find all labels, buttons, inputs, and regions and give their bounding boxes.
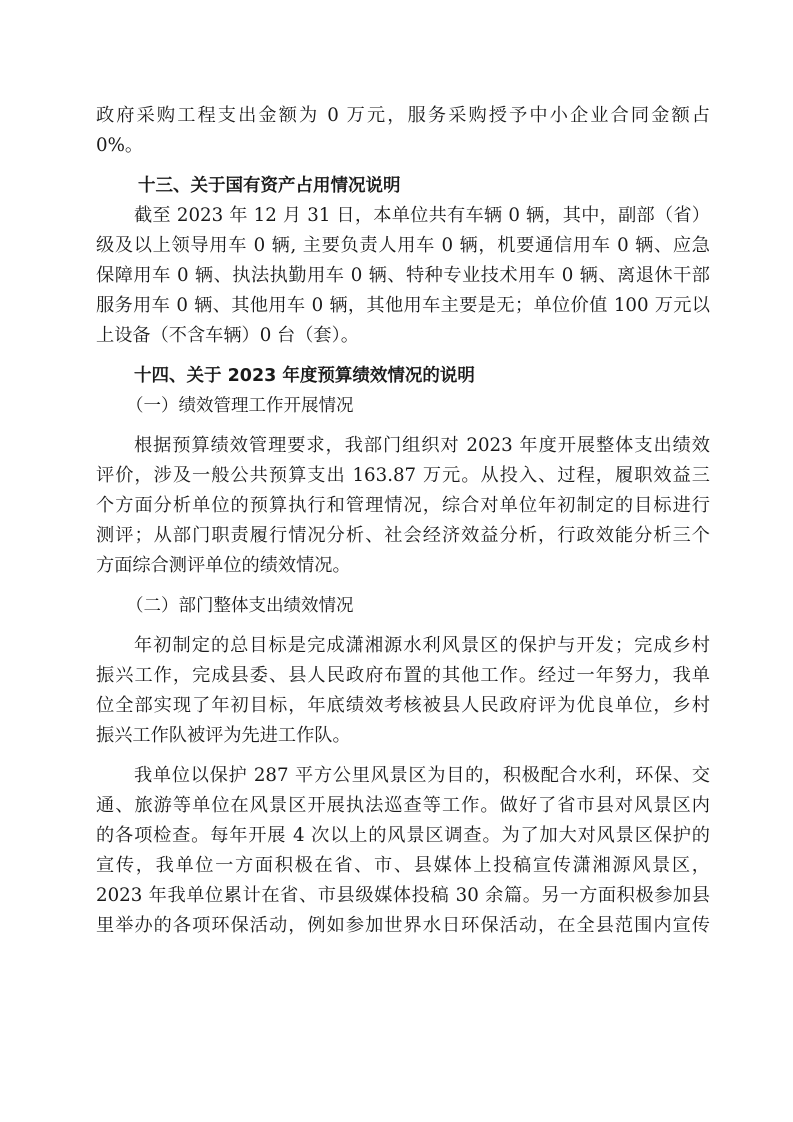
section-heading-13: 十三、关于国有资产占用情况说明 (138, 176, 401, 196)
paragraph-line: 测评；从部门职责履行情况分析、社会经济效益分析，行政效能分析三个 (96, 525, 710, 546)
paragraph-line: 的各项检查。每年开展 4 次以上的风景区调查。为了加大对风景区保护的 (96, 825, 710, 846)
paragraph-line: 振兴工作，完成县委、县人民政府布置的其他工作。经过一年努力，我单 (96, 665, 710, 686)
section-heading-14: 十四、关于 2023 年度预算绩效情况的说明 (134, 366, 475, 386)
paragraph-line: 上设备（不含车辆）0 台（套）。 (96, 325, 359, 346)
paragraph-line: 位全部实现了年初目标，年底绩效考核被县人民政府评为优良单位，乡村 (96, 695, 710, 716)
paragraph-line: 政府采购工程支出金额为 0 万元，服务采购授予中小企业合同金额占 (96, 105, 710, 126)
paragraph-line: 服务用车 0 辆、其他用车 0 辆，其他用车主要是无；单位价值 100 万元以 (96, 295, 710, 316)
paragraph-line: 振兴工作队被评为先进工作队。 (96, 725, 351, 746)
paragraph-line: 个方面分析单位的预算执行和管理情况，综合对单位年初制定的目标进行 (96, 495, 710, 516)
paragraph-line: 0%。 (96, 135, 144, 156)
paragraph-line: 年初制定的总目标是完成潇湘源水利风景区的保护与开发；完成乡村 (134, 635, 710, 656)
paragraph-line: 评价，涉及一般公共预算支出 163.87 万元。从投入、过程，履职效益三 (96, 465, 710, 486)
subsection-heading-2: （二）部门整体支出绩效情况 (126, 596, 354, 616)
paragraph-line: 根据预算绩效管理要求，我部门组织对 2023 年度开展整体支出绩效 (134, 435, 710, 456)
document-page (96, 101, 710, 941)
paragraph-line: 通、旅游等单位在风景区开展执法巡查等工作。做好了省市县对风景区内 (96, 795, 710, 816)
paragraph-line: 我单位以保护 287 平方公里风景区为目的，积极配合水利，环保、交 (134, 765, 710, 786)
paragraph-line: 保障用车 0 辆、执法执勤用车 0 辆、特种专业技术用车 0 辆、离退休干部 (96, 265, 710, 286)
subsection-heading-1: （一）绩效管理工作开展情况 (126, 396, 354, 416)
paragraph-line: 2023 年我单位累计在省、市县级媒体投稿 30 余篇。另一方面积极参加县 (96, 885, 710, 906)
paragraph-line: 截至 2023 年 12 月 31 日，本单位共有车辆 0 辆，其中，副部（省） (134, 205, 710, 226)
paragraph-line: 里举办的各项环保活动，例如参加世界水日环保活动，在全县范围内宣传 (96, 915, 710, 936)
paragraph-line: 级及以上领导用车 0 辆, 主要负责人用车 0 辆，机要通信用车 0 辆、应急 (96, 235, 710, 256)
paragraph-line: 方面综合测评单位的绩效情况。 (96, 555, 351, 576)
paragraph-line: 宣传，我单位一方面积极在省、市、县媒体上投稿宣传潇湘源风景区， (96, 855, 710, 876)
